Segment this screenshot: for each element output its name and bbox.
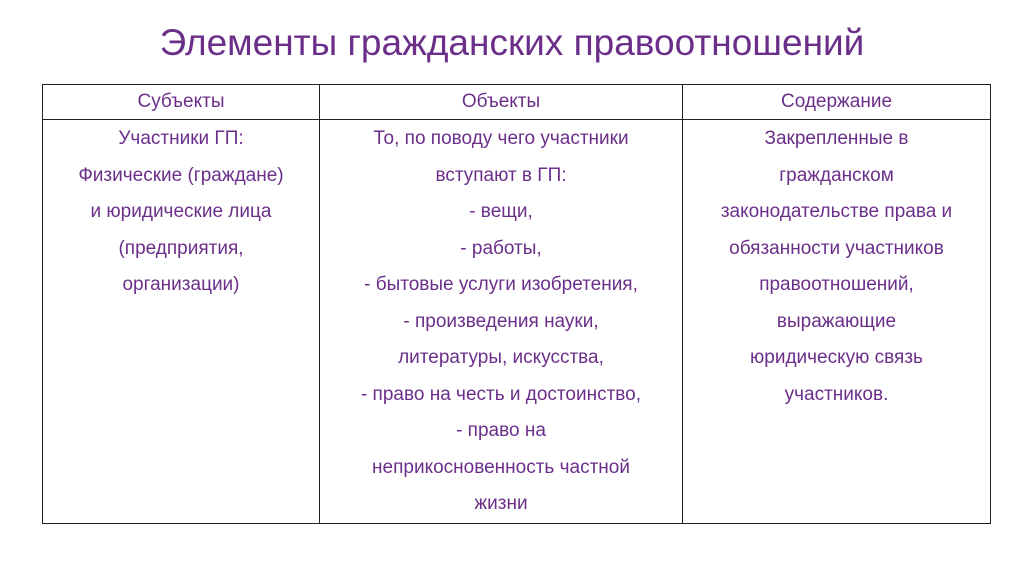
cell-line: обязанности участников [729,237,944,259]
cell-line: и юридические лица [90,201,272,222]
elements-table [42,84,991,524]
cell-line: Участники ГП: [118,128,244,149]
slide-title: Элементы гражданских правоотношений [159,22,865,63]
cell-line: неприкосновенность частной [372,456,630,478]
cell-line: вступают в ГП: [435,164,567,186]
header-objects: Объекты [320,85,683,120]
cell-line: Физические (граждане) [78,164,284,186]
cell-line: - бытовые услуги изобретения, [364,274,638,295]
cell-line: выражающие [776,310,897,332]
header-subjects: Субъекты [43,85,320,120]
cell-line: (предприятия, [118,237,244,259]
cell-line: - работы, [460,237,542,259]
cell-subjects [43,120,320,524]
cell-line: жизни [474,493,528,514]
cell-line: законодательстве права и [720,201,953,222]
cell-objects [320,120,683,524]
cell-line: правоотношений, [759,274,914,295]
header-content: Содержание [683,85,991,120]
cell-line: Закрепленные в [764,128,909,149]
cell-line: - произведения науки, [403,310,599,332]
cell-line: участников. [784,383,889,405]
cell-line: организации) [122,274,240,295]
cell-line: юридическую связь [750,347,923,368]
cell-line: - вещи, [469,201,533,222]
cell-line: - право на честь и достоинство, [360,383,642,405]
table-header-row [43,85,991,120]
cell-line: - право на [456,420,546,441]
cell-line: гражданском [779,164,894,186]
table-row [43,120,991,524]
cell-line: литературы, искусства, [398,347,604,368]
cell-content [683,120,991,524]
cell-line: То, по поводу чего участники [373,128,629,149]
